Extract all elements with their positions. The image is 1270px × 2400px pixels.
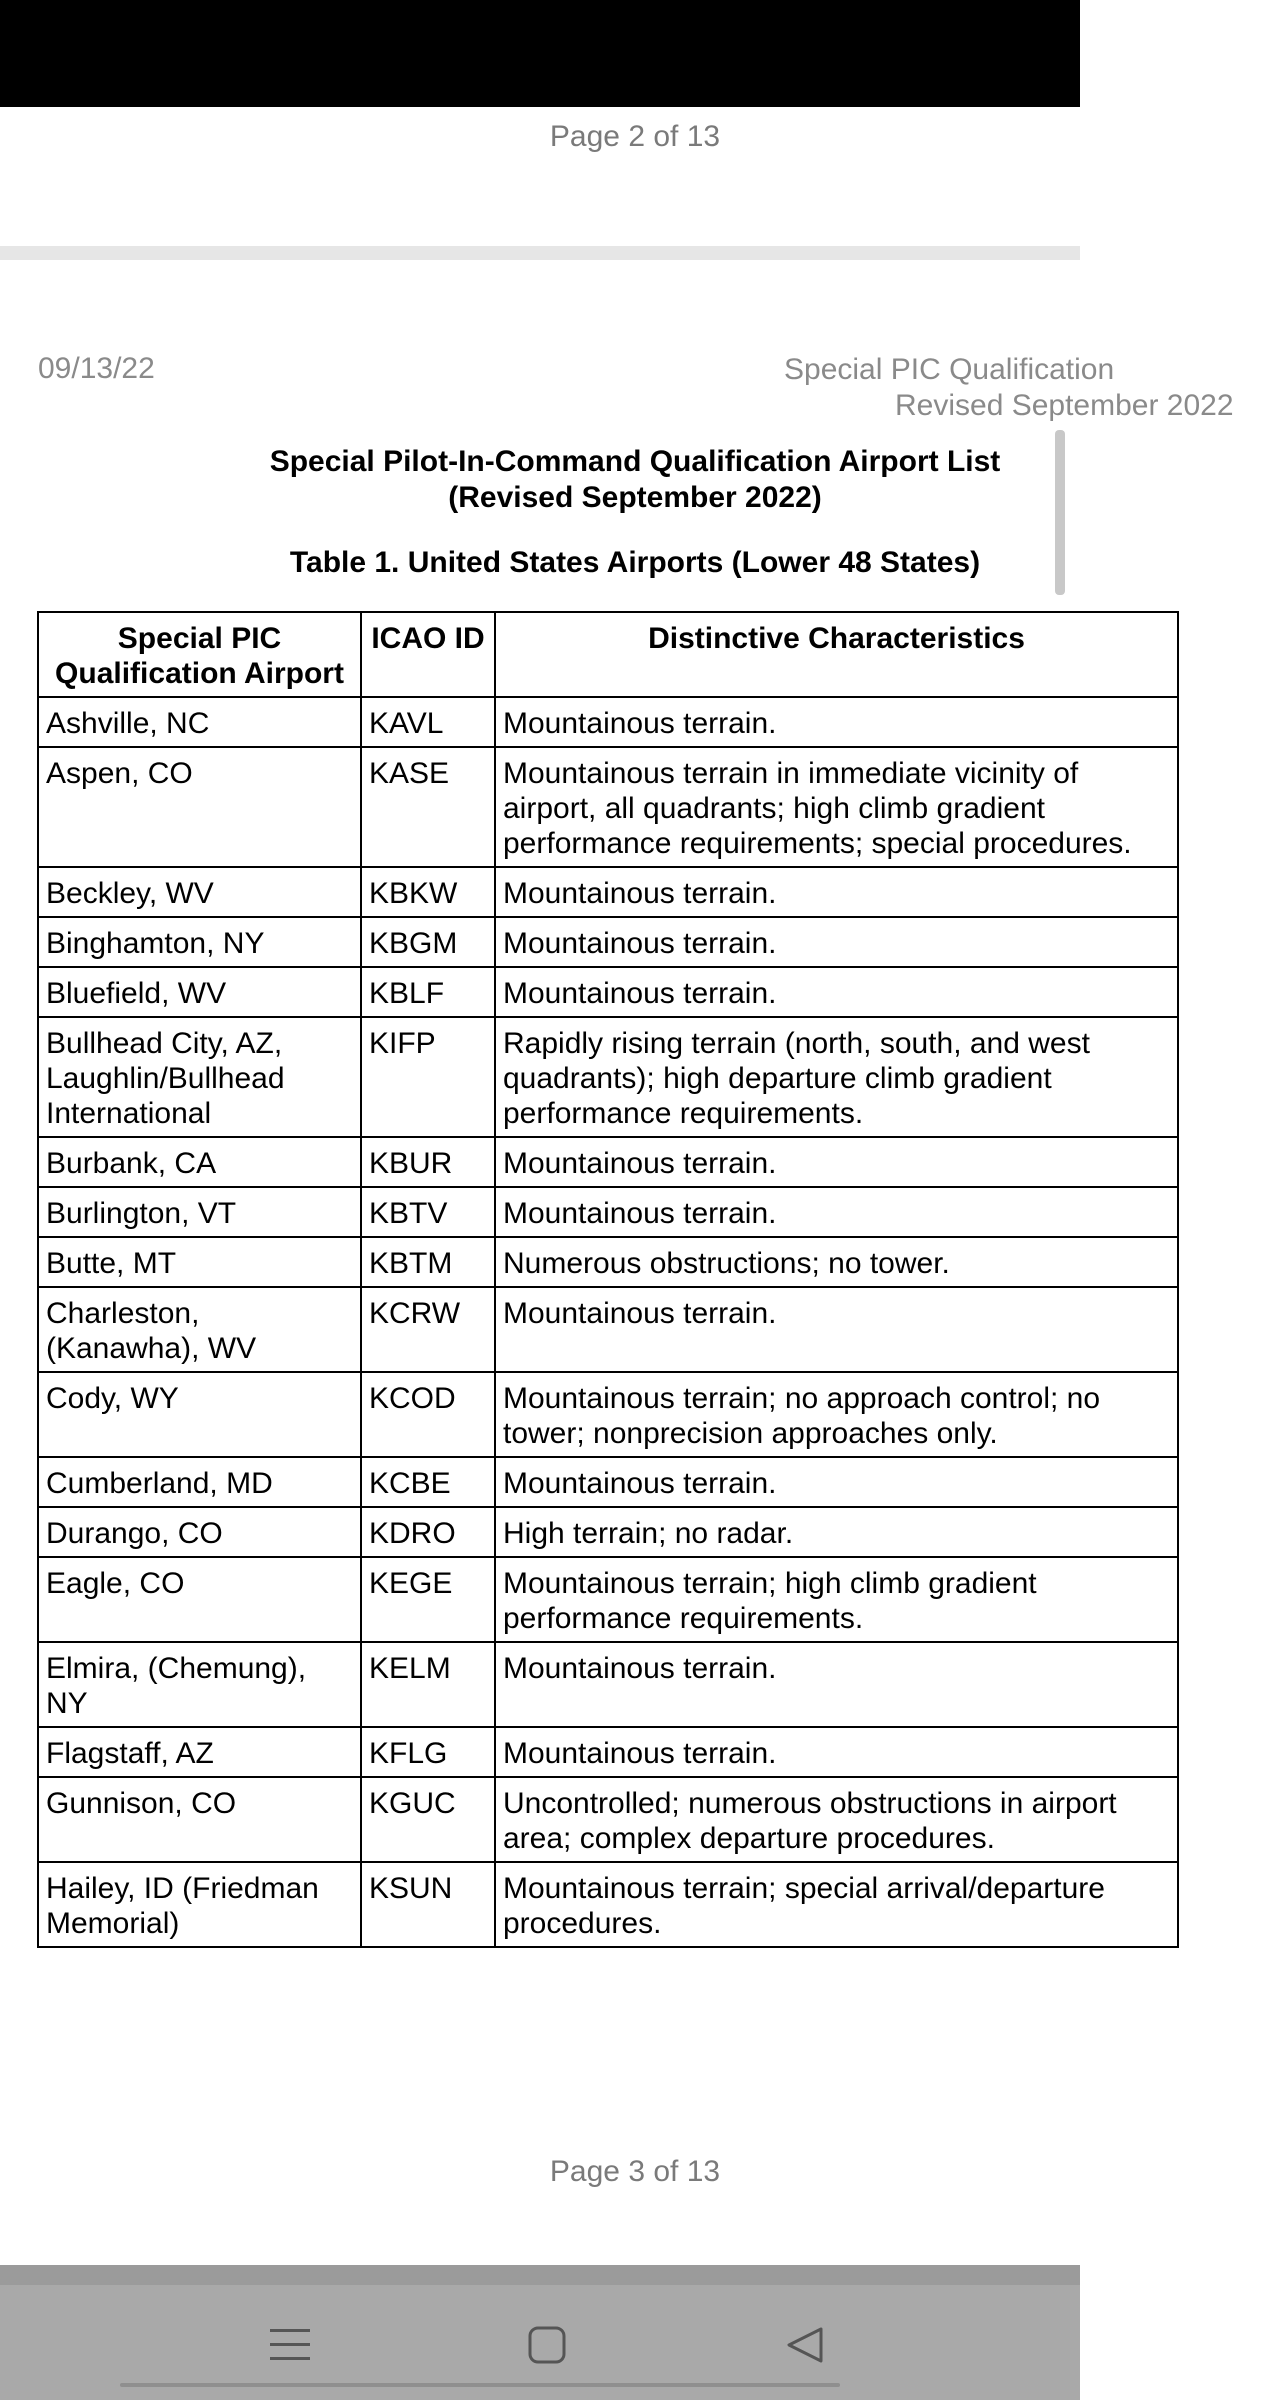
cell-icao: KGUC	[361, 1777, 495, 1862]
cell-icao: KEGE	[361, 1557, 495, 1642]
cell-icao: KELM	[361, 1642, 495, 1727]
cell-icao: KSUN	[361, 1862, 495, 1947]
navigation-bar	[0, 2265, 1080, 2400]
cell-characteristics: Mountainous terrain.	[495, 697, 1178, 747]
cell-airport: Butte, MT	[38, 1237, 361, 1287]
cell-airport: Cumberland, MD	[38, 1457, 361, 1507]
cell-icao: KBTM	[361, 1237, 495, 1287]
table-row	[38, 1777, 1178, 1862]
home-icon[interactable]	[512, 2310, 582, 2380]
table-row	[38, 1017, 1178, 1137]
cell-icao: KBUR	[361, 1137, 495, 1187]
cell-airport: Eagle, CO	[38, 1557, 361, 1642]
table-row	[38, 1727, 1178, 1777]
cell-airport: Ashville, NC	[38, 697, 361, 747]
cell-icao: KFLG	[361, 1727, 495, 1777]
cell-characteristics: Mountainous terrain.	[495, 867, 1178, 917]
cell-icao: KCBE	[361, 1457, 495, 1507]
cell-icao: KIFP	[361, 1017, 495, 1137]
cell-characteristics: Mountainous terrain; no approach control; no tower; nonprecision approaches only.	[495, 1372, 1178, 1457]
cell-icao: KBKW	[361, 867, 495, 917]
cell-icao: KASE	[361, 747, 495, 867]
status-bar	[0, 0, 1080, 107]
menu-icon[interactable]	[255, 2310, 325, 2380]
table-row	[38, 1642, 1178, 1727]
cell-airport: Cody, WY	[38, 1372, 361, 1457]
document-title-line1: Special Pilot-In-Command Qualification Airport List	[269, 445, 1001, 478]
document-title	[0, 444, 1270, 516]
cell-icao: KCRW	[361, 1287, 495, 1372]
table-row	[38, 1187, 1178, 1237]
cell-characteristics: Uncontrolled; numerous obstructions in airport area; complex departure procedures.	[495, 1777, 1178, 1862]
table-row	[38, 1457, 1178, 1507]
cell-airport: Aspen, CO	[38, 747, 361, 867]
header-icao: ICAO ID	[361, 612, 495, 697]
nav-bar-edge	[0, 2265, 1080, 2285]
cell-icao: KBGM	[361, 917, 495, 967]
header-characteristics: Distinctive Characteristics	[495, 612, 1178, 697]
cell-icao: KAVL	[361, 697, 495, 747]
document-title-line2: (Revised September 2022)	[448, 481, 822, 514]
cell-icao: KBTV	[361, 1187, 495, 1237]
header-right-line2: Revised September 2022	[895, 389, 1234, 422]
header-right	[784, 352, 1234, 424]
cell-characteristics: Mountainous terrain; special arrival/departure procedures.	[495, 1862, 1178, 1947]
cell-airport: Durango, CO	[38, 1507, 361, 1557]
table-row	[38, 917, 1178, 967]
cell-airport: Charleston, (Kanawha), WV	[38, 1287, 361, 1372]
cell-characteristics: Mountainous terrain; high climb gradient performance requirements.	[495, 1557, 1178, 1642]
table-row	[38, 1862, 1178, 1947]
cell-airport: Elmira, (Chemung), NY	[38, 1642, 361, 1727]
table-header-row	[38, 612, 1178, 697]
table-caption: Table 1. United States Airports (Lower 48 States)	[289, 546, 981, 579]
cell-characteristics: Mountainous terrain.	[495, 967, 1178, 1017]
cell-airport: Hailey, ID (Friedman Memorial)	[38, 1862, 361, 1947]
table-row	[38, 1507, 1178, 1557]
table-row	[38, 747, 1178, 867]
cell-airport: Bluefield, WV	[38, 967, 361, 1017]
cell-characteristics: Mountainous terrain.	[495, 1137, 1178, 1187]
cell-icao: KDRO	[361, 1507, 495, 1557]
cell-characteristics: Mountainous terrain.	[495, 1727, 1178, 1777]
cell-characteristics: High terrain; no radar.	[495, 1507, 1178, 1557]
table-row	[38, 1557, 1178, 1642]
cell-characteristics: Mountainous terrain.	[495, 1642, 1178, 1727]
table-row	[38, 1372, 1178, 1457]
header-airport: Special PIC Qualification Airport	[38, 612, 361, 697]
cell-airport: Flagstaff, AZ	[38, 1727, 361, 1777]
back-icon[interactable]	[770, 2310, 840, 2380]
cell-characteristics: Mountainous terrain in immediate vicinity of airport, all quadrants; high climb gradient performance requirements; special procedures.	[495, 747, 1178, 867]
table-row	[38, 1287, 1178, 1372]
page-indicator-bottom: Page 3 of 13	[549, 2155, 721, 2188]
header-date: 09/13/22	[38, 352, 155, 385]
cell-airport: Gunnison, CO	[38, 1777, 361, 1862]
airport-table	[37, 611, 1179, 1948]
table-row	[38, 967, 1178, 1017]
cell-airport: Burbank, CA	[38, 1137, 361, 1187]
cell-characteristics: Mountainous terrain.	[495, 1187, 1178, 1237]
next-page-edge	[120, 2383, 840, 2387]
cell-characteristics: Rapidly rising terrain (north, south, and west quadrants); high departure climb gradient performance requirements.	[495, 1017, 1178, 1137]
cell-airport: Beckley, WV	[38, 867, 361, 917]
cell-characteristics: Mountainous terrain.	[495, 917, 1178, 967]
cell-characteristics: Mountainous terrain.	[495, 1287, 1178, 1372]
cell-airport: Bullhead City, AZ, Laughlin/Bullhead International	[38, 1017, 361, 1137]
cell-icao: KBLF	[361, 967, 495, 1017]
table-row	[38, 697, 1178, 747]
cell-characteristics: Numerous obstructions; no tower.	[495, 1237, 1178, 1287]
cell-characteristics: Mountainous terrain.	[495, 1457, 1178, 1507]
table-row	[38, 867, 1178, 917]
cell-airport: Binghamton, NY	[38, 917, 361, 967]
cell-airport: Burlington, VT	[38, 1187, 361, 1237]
table-row	[38, 1137, 1178, 1187]
header-right-line1: Special PIC Qualification	[784, 353, 1115, 386]
table-row	[38, 1237, 1178, 1287]
cell-icao: KCOD	[361, 1372, 495, 1457]
page-indicator-top: Page 2 of 13	[549, 120, 721, 153]
page-divider	[0, 246, 1080, 260]
